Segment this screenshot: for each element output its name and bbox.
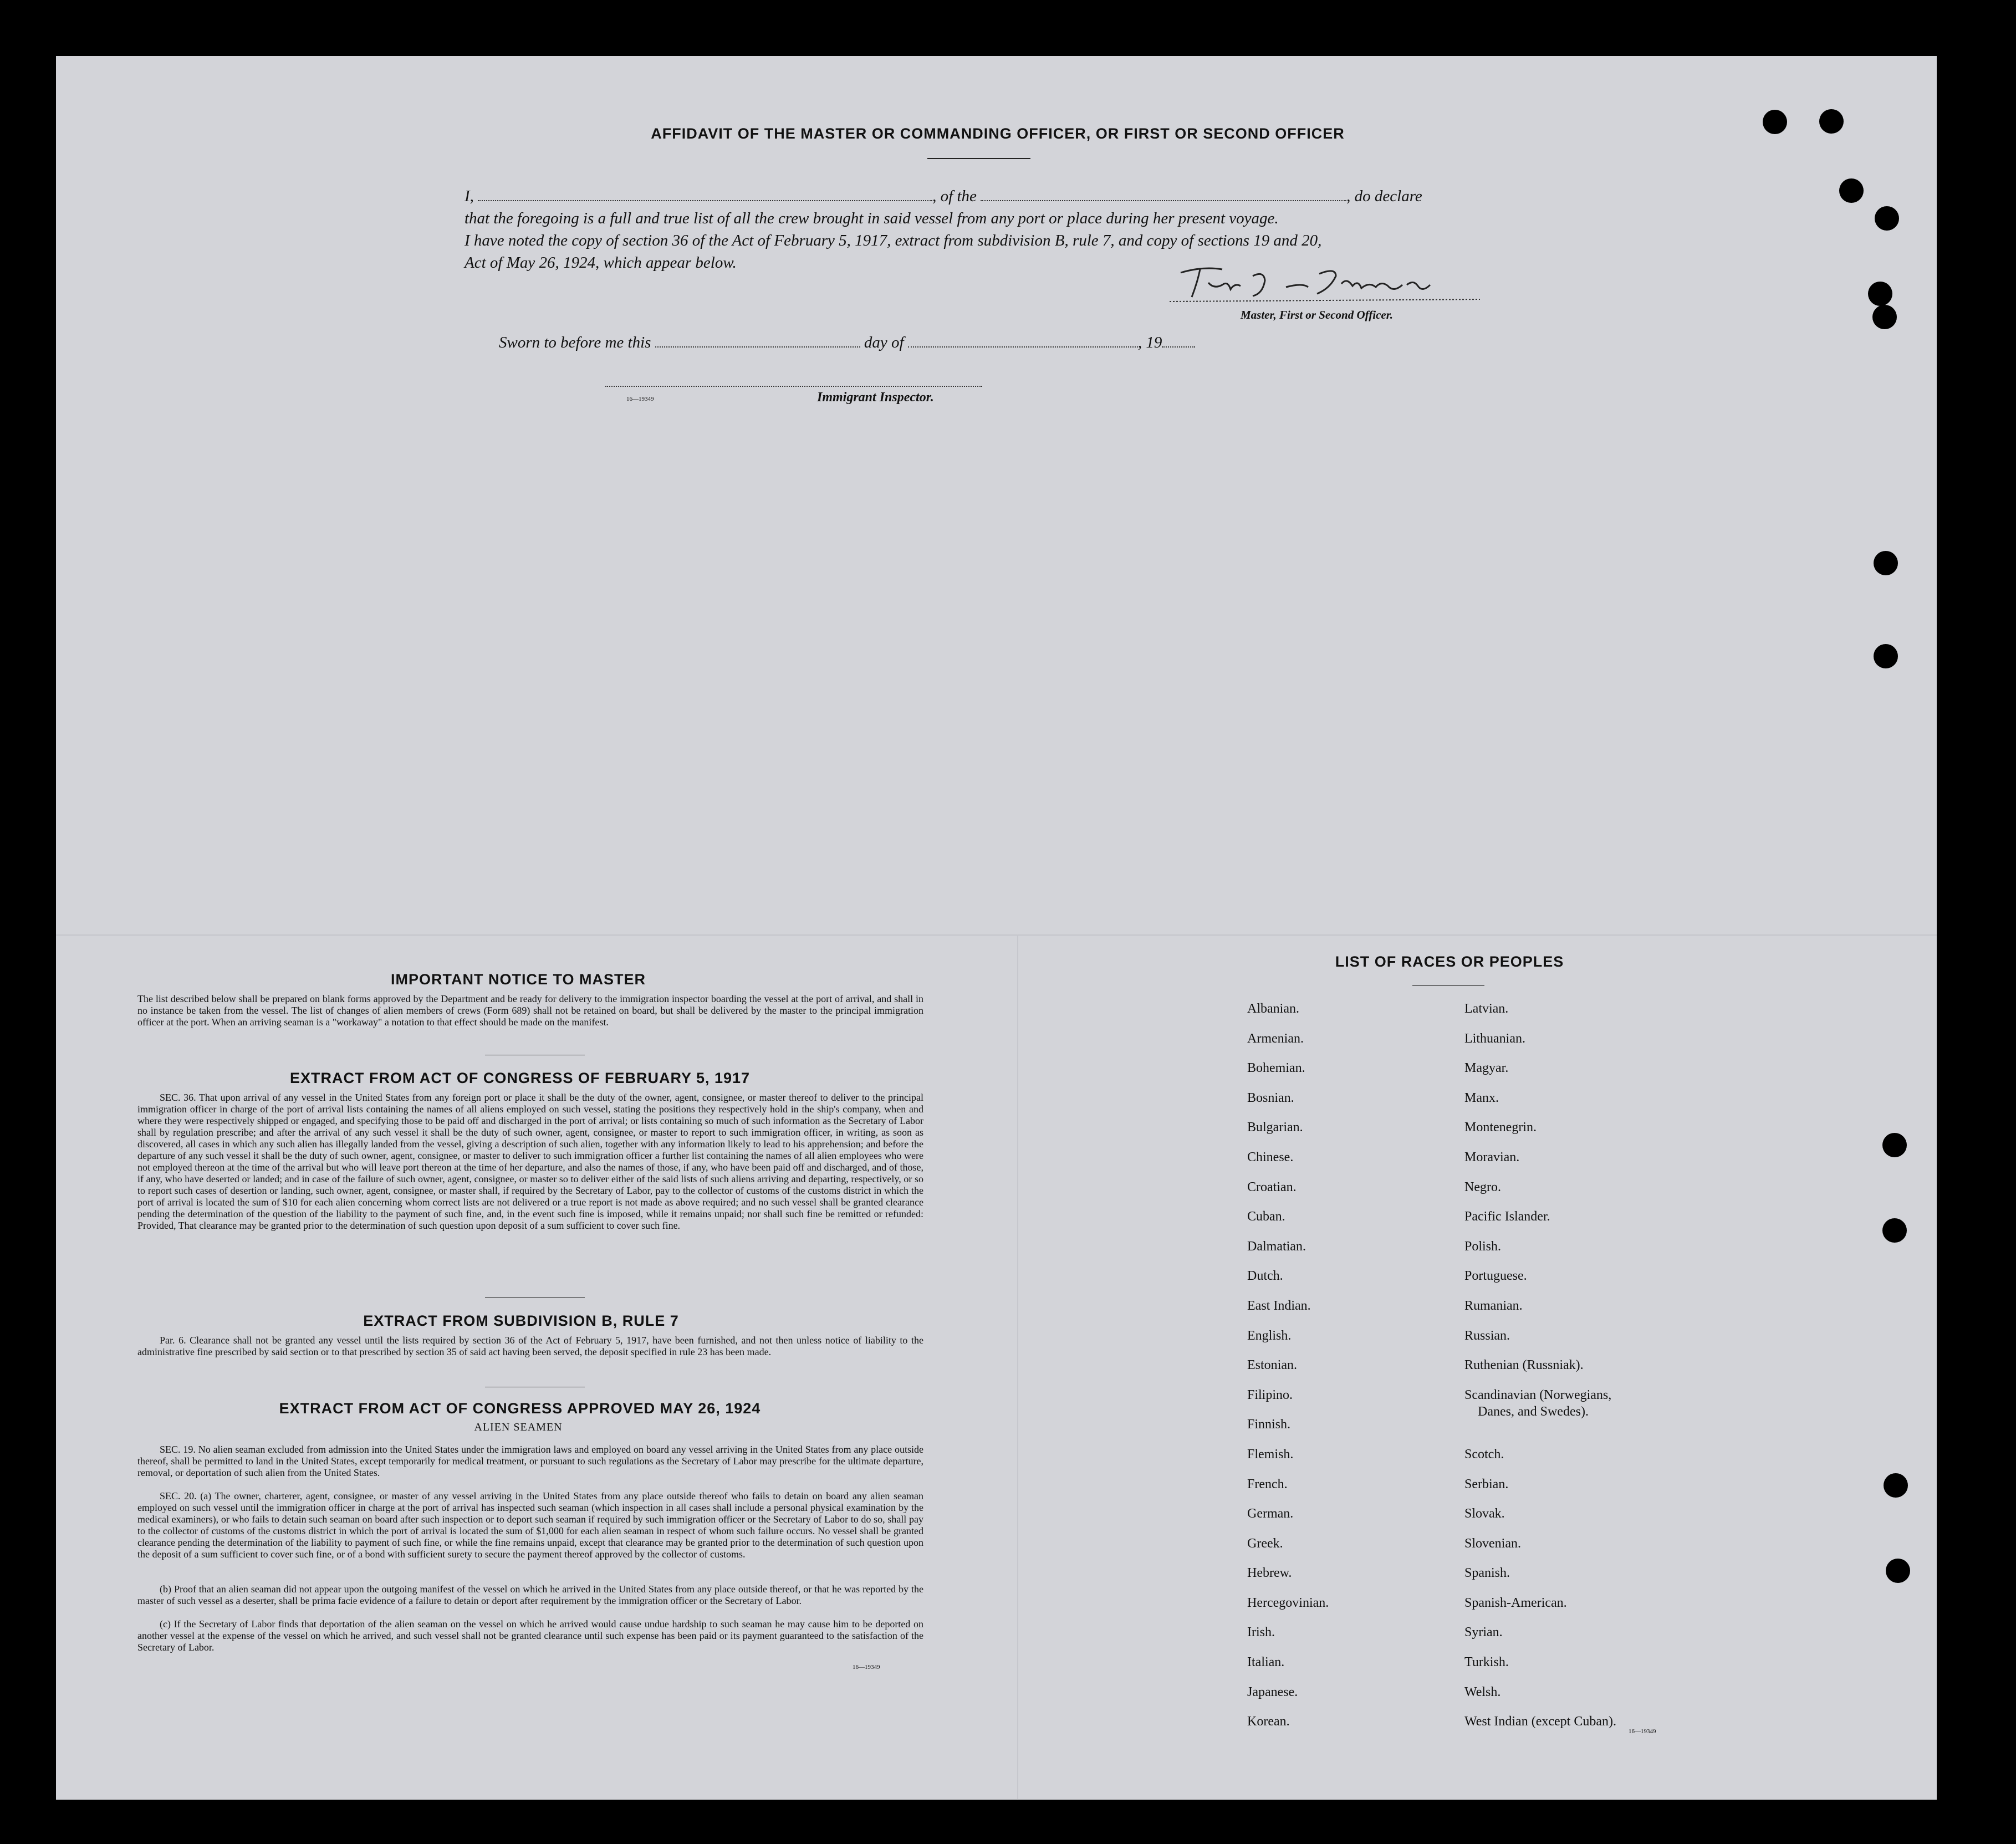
race-item: Finnish. xyxy=(1247,1417,1291,1432)
race-item: Manx. xyxy=(1464,1090,1499,1105)
race-item: Scotch. xyxy=(1464,1447,1504,1462)
sworn-year-blank[interactable] xyxy=(1162,346,1195,348)
race-item: Dalmatian. xyxy=(1247,1239,1306,1254)
punch-hole xyxy=(1763,110,1787,134)
notice-title: IMPORTANT NOTICE TO MASTER xyxy=(391,971,646,988)
day-of-text: day of xyxy=(864,334,904,351)
race-item: Syrian. xyxy=(1464,1625,1503,1640)
punch-hole xyxy=(1874,551,1898,575)
race-item: Armenian. xyxy=(1247,1031,1304,1046)
sworn-day-blank[interactable] xyxy=(655,346,860,348)
alien-seamen-subtitle: ALIEN SEAMEN xyxy=(474,1421,563,1433)
race-item: English. xyxy=(1247,1328,1292,1343)
subdivision-b-title: EXTRACT FROM SUBDIVISION B, RULE 7 xyxy=(363,1312,679,1329)
race-item: Bosnian. xyxy=(1247,1090,1294,1105)
races-column-2 xyxy=(1464,1000,1616,1743)
race-item: Lithuanian. xyxy=(1464,1031,1525,1046)
race-item: Bohemian. xyxy=(1247,1061,1305,1076)
races-column-1 xyxy=(1247,1000,1329,1743)
sec20a-body: SEC. 20. (a) The owner, charterer, agent, consignee, or master of any vessel arriving in the United States from any place outside thereof who fails to detain on board any alien seaman employed on such vessel until the immigration officer in charge at the port of arrival has inspected such seaman (which inspection in all cases shall include a personal physical examination by the medical examiners), or who fails to detain such seaman on board after such inspection or to deport such seaman if required by such immigration officer or the Secretary of Labor to do so, shall pay to the collector of customs of the customs district in which the port of arrival is located the sum of $1,000 for each alien seaman in respect of whom such failure occurs. No vessel shall be granted clearance pending the determination of the liability to payment of such fine, or while the fine remains unpaid, except that clearance may be granted prior to the determination of such question upon the deposit of a sum sufficient to cover such fine, or of a bond with sufficient surety to secure the payment thereof approved by the collector of customs. xyxy=(137,1490,923,1560)
race-item: Russian. xyxy=(1464,1328,1510,1343)
race-item: Filipino. xyxy=(1247,1387,1293,1402)
race-item: Polish. xyxy=(1464,1239,1502,1254)
race-item: Serbian. xyxy=(1464,1477,1509,1491)
signature-image xyxy=(1170,260,1480,305)
extract-1924-title: EXTRACT FROM ACT OF CONGRESS APPROVED MAY 26, 1924 xyxy=(279,1400,761,1417)
race-item: Cuban. xyxy=(1247,1209,1285,1224)
race-item: Albanian. xyxy=(1247,1002,1299,1016)
punch-hole xyxy=(1882,1133,1907,1157)
sworn-line xyxy=(499,334,1195,352)
race-item: Scandinavian (Norwegians, xyxy=(1464,1387,1612,1402)
affidavit-title: AFFIDAVIT OF THE MASTER OR COMMANDING OFFICER, OR FIRST OR SECOND OFFICER xyxy=(651,125,1345,142)
punch-hole xyxy=(1874,644,1898,668)
signature xyxy=(1170,260,1480,305)
sec20c-body: (c) If the Secretary of Labor finds that deportation of the alien seaman on the vessel on which he arrived would cause undue hardship to such seaman he may cause him to be deported on another vessel at the expense of the vessel on which he arrived, and such vessel shall not be granted clearance until such expense has been paid or its payment guaranteed to the satisfaction of the Secretary of Labor. xyxy=(137,1618,923,1653)
sec20b-body: (b) Proof that an alien seaman did not appear upon the outgoing manifest of the vessel on which he arrived in the United States from any place outside thereof, or that he was reported by the master of such vessel as a deserter, shall be prima facie evidence of a failure to detain or deport after requirement by the immigration officer or the Secretary of Labor. xyxy=(137,1584,923,1606)
notice-body: The list described below shall be prepared on blank forms approved by the Department and be ready for delivery to the immigration inspector boarding the vessel at the port of arrival, and shall in no instance be taken from the vessel. The list of changes of alien members of crews (Form 689) shall not be retained on board, but shall be delivered by the master to the principal immigration officer at the port. When an arriving seaman is a "workaway" a notation to that effect should be made on the manifest. xyxy=(137,993,923,1028)
vessel-blank[interactable] xyxy=(981,200,1346,201)
race-item: Rumanian. xyxy=(1464,1298,1523,1313)
race-item: Flemish. xyxy=(1247,1447,1294,1462)
affidavit-i: I, xyxy=(465,187,474,205)
races-title: LIST OF RACES OR PEOPLES xyxy=(1335,953,1564,970)
race-item: Irish. xyxy=(1247,1625,1275,1640)
race-item: Dutch. xyxy=(1247,1269,1283,1284)
punch-hole xyxy=(1868,282,1892,306)
punch-hole xyxy=(1872,305,1897,329)
race-item: Montenegrin. xyxy=(1464,1120,1537,1135)
extract-1917-body: SEC. 36. That upon arrival of any vessel in the United States from any foreign port or place it shall be the duty of the owner, agent, consignee, or master thereof to deliver to the principal immigration officer in charge of the port of arrival lists containing the names of all aliens employed on such vessel, stating the positions they respectively hold in the ship's company, when and where they were respectively shipped or engaged, and specifying those to be paid off and discharged in the port of arrival; or lists containing so much of such information as the Secretary of Labor shall by regulation prescribe; and after the arrival of any such vessel it shall be the duty of such owner, agent, consignee, or master to report to such immigration officer, in writing, as soon as discovered, all cases in which any such alien has illegally landed from the vessel, giving a description of such alien, together with any information likely to lead to his apprehension; and before the departure of any such vessel it shall be the duty of such owner, agent, consignee, or master to deliver to such immigration officer a further list containing the names of all alien employees who were not employed thereon at the time of the arrival but who will leave port thereon at the time of her departure, and also the names of those, if any, who have been paid off and discharged, and of those, if any, who have deserted or landed; and in case of the failure of such owner, agent, consignee, or master so to deliver either of the said lists of such aliens arriving and departing, respectively, or so to report such cases of desertion or landing, such owner, agent, consignee, or master shall, if required by the Secretary of Labor, pay to the collector of customs of the customs district in which the port of arrival is located the sum of $10 for each alien concerning whom correct lists are not delivered or a true report is not made as above required; and no such vessel shall be granted clearance pending the determination of the question of the liability to the payment of such fine, and, in the event such fine is imposed, while it remains unpaid; nor shall such fine be remitted or refunded: Provided, That clearance may be granted prior to the determination of such question upon deposit of a sum sufficient to cover such fine. xyxy=(137,1092,923,1231)
race-item: Negro. xyxy=(1464,1179,1501,1194)
subdivision-b-body: Par. 6. Clearance shall not be granted any vessel until the lists required by section 36 of the Act of February 5, 1917, have been furnished, and not then unless notice of liability to the administrative fine prescribed by said section or to that prescribed by section 35 of said act having been served, the deposit specified in rule 23 has been made. xyxy=(137,1335,923,1357)
inspector-signature-line xyxy=(605,386,982,387)
race-item: Spanish. xyxy=(1464,1566,1510,1581)
race-item: Italian. xyxy=(1247,1655,1285,1670)
sec19-body: SEC. 19. No alien seaman excluded from admission into the United States under the immigration laws and employed on board any vessel arriving in the United States from any place outside thereof, shall be permitted to land in the United States, except temporarily for medical treatment, or pursuant to such regulations as the Secretary of Labor may prescribe for the ultimate departure, removal, or deportation of such alien from the United States. xyxy=(137,1444,923,1478)
punch-hole xyxy=(1839,178,1864,203)
race-item: French. xyxy=(1247,1477,1288,1491)
year-prefix: , 19 xyxy=(1137,334,1162,351)
race-item: Croatian. xyxy=(1247,1179,1297,1194)
divider xyxy=(485,1297,585,1298)
punch-hole xyxy=(1819,109,1844,134)
affidavit-line-2: that the foregoing is a full and true list of all the crew brought in said vessel from any port or place during her present voyage. xyxy=(465,210,1279,227)
name-blank[interactable] xyxy=(478,200,932,201)
race-item: Korean. xyxy=(1247,1714,1290,1729)
punch-hole xyxy=(1884,1473,1908,1498)
race-item: Turkish. xyxy=(1464,1655,1509,1670)
sworn-month-blank[interactable] xyxy=(908,346,1138,348)
of-the-text: , of the xyxy=(932,187,977,205)
inspector-caption: Immigrant Inspector. xyxy=(817,390,934,405)
punch-hole xyxy=(1875,206,1899,231)
form-number-top: 16—19349 xyxy=(626,396,654,402)
race-item: Danes, and Swedes). xyxy=(1478,1404,1589,1419)
race-item: Hercegovinian. xyxy=(1247,1595,1329,1610)
race-item: Japanese. xyxy=(1247,1684,1298,1699)
do-declare-text: , do declare xyxy=(1346,187,1422,205)
punch-hole xyxy=(1882,1218,1907,1243)
race-item: Chinese. xyxy=(1247,1150,1294,1164)
affidavit-line-3: I have noted the copy of section 36 of the Act of February 5, 1917, extract from subdivision B, rule 7, and copy of sections 19 and 20, xyxy=(465,232,1322,249)
race-item: West Indian (except Cuban). xyxy=(1464,1714,1616,1729)
vertical-fold xyxy=(1017,934,1018,1799)
form-number-left: 16—19349 xyxy=(853,1664,880,1671)
race-item: Ruthenian (Russniak). xyxy=(1464,1358,1584,1373)
race-item: Slovenian. xyxy=(1464,1536,1521,1551)
race-item: Magyar. xyxy=(1464,1061,1509,1076)
race-item: Portuguese. xyxy=(1464,1269,1527,1284)
affidavit-line-4: Act of May 26, 1924, which appear below. xyxy=(465,254,737,272)
race-item: Moravian. xyxy=(1464,1150,1520,1164)
race-item: East Indian. xyxy=(1247,1298,1311,1313)
horizontal-fold xyxy=(56,934,1937,936)
race-item: German. xyxy=(1247,1506,1294,1521)
sworn-text: Sworn to before me this xyxy=(499,334,651,351)
race-item: Pacific Islander. xyxy=(1464,1209,1550,1224)
race-item: Welsh. xyxy=(1464,1684,1501,1699)
race-item: Spanish-American. xyxy=(1464,1595,1567,1610)
race-item: Estonian. xyxy=(1247,1358,1297,1373)
signature-caption: Master, First or Second Officer. xyxy=(1241,308,1393,321)
divider xyxy=(1412,985,1484,986)
race-item: Latvian. xyxy=(1464,1002,1509,1016)
punch-hole xyxy=(1886,1559,1910,1583)
race-item: Hebrew. xyxy=(1247,1566,1292,1581)
form-number-right: 16—19349 xyxy=(1629,1728,1656,1735)
divider xyxy=(927,158,1030,159)
affidavit-line-1 xyxy=(465,187,1422,206)
extract-1917-title: EXTRACT FROM ACT OF CONGRESS OF FEBRUARY 5, 1917 xyxy=(289,1070,751,1086)
race-item: Greek. xyxy=(1247,1536,1283,1551)
race-item: Slovak. xyxy=(1464,1506,1505,1521)
race-item: Bulgarian. xyxy=(1247,1120,1303,1135)
